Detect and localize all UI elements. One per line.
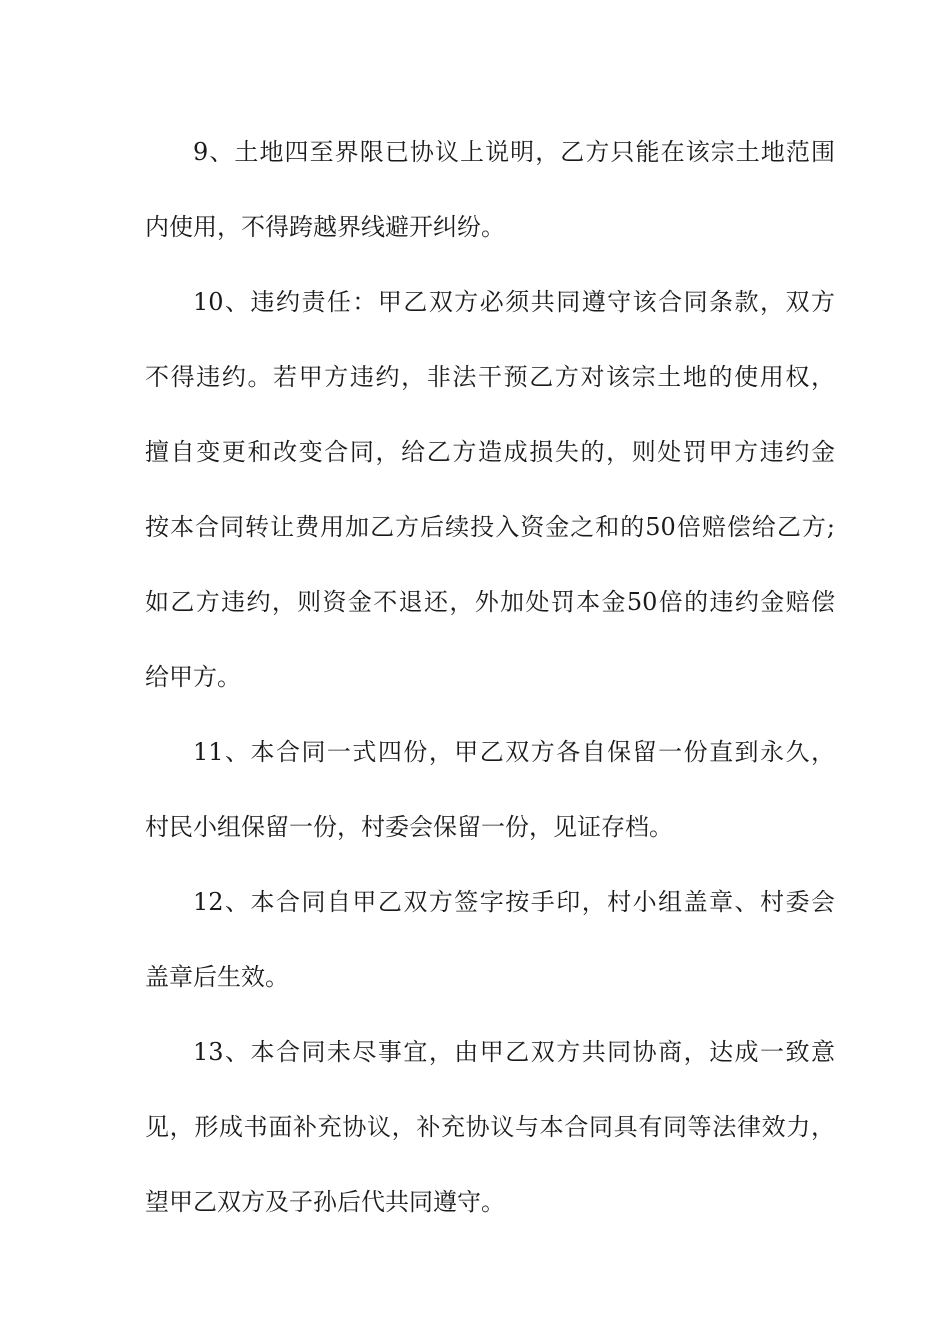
clause-9	[145, 115, 835, 265]
text-line: 擅自变更和改变合同，给乙方造成损失的，则处罚甲方违约金	[145, 438, 835, 466]
text-line: 盖章后生效。	[145, 963, 289, 991]
text-line: 9、土地四至界限已协议上说明，乙方只能在该宗土地范围	[193, 138, 835, 166]
text-line: 12、本合同自甲乙双方签字按手印，村小组盖章、村委会	[193, 888, 835, 916]
clause-11	[145, 715, 835, 865]
text-line: 如乙方违约，则资金不退还，外加处罚本金50倍的违约金赔偿	[145, 588, 835, 616]
clause-12	[145, 865, 835, 1015]
clause-13	[145, 1015, 835, 1240]
text-line: 内使用，不得跨越界线避开纠纷。	[145, 213, 505, 241]
text-line: 见，形成书面补充协议，补充协议与本合同具有同等法律效力，	[145, 1113, 835, 1141]
document-body	[145, 115, 835, 1240]
text-line: 村民小组保留一份，村委会保留一份，见证存档。	[145, 813, 673, 841]
text-line: 10、违约责任：甲乙双方必须共同遵守该合同条款，双方	[193, 288, 835, 316]
text-line: 望甲乙双方及子孙后代共同遵守。	[145, 1188, 505, 1216]
clause-10	[145, 265, 835, 715]
text-line: 按本合同转让费用加乙方后续投入资金之和的50倍赔偿给乙方;	[145, 513, 835, 541]
text-line: 给甲方。	[145, 663, 241, 691]
text-line: 11、本合同一式四份，甲乙双方各自保留一份直到永久，	[193, 738, 835, 766]
text-line: 13、本合同未尽事宜，由甲乙双方共同协商，达成一致意	[193, 1038, 835, 1066]
text-line: 不得违约。若甲方违约，非法干预乙方对该宗土地的使用权，	[145, 363, 835, 391]
